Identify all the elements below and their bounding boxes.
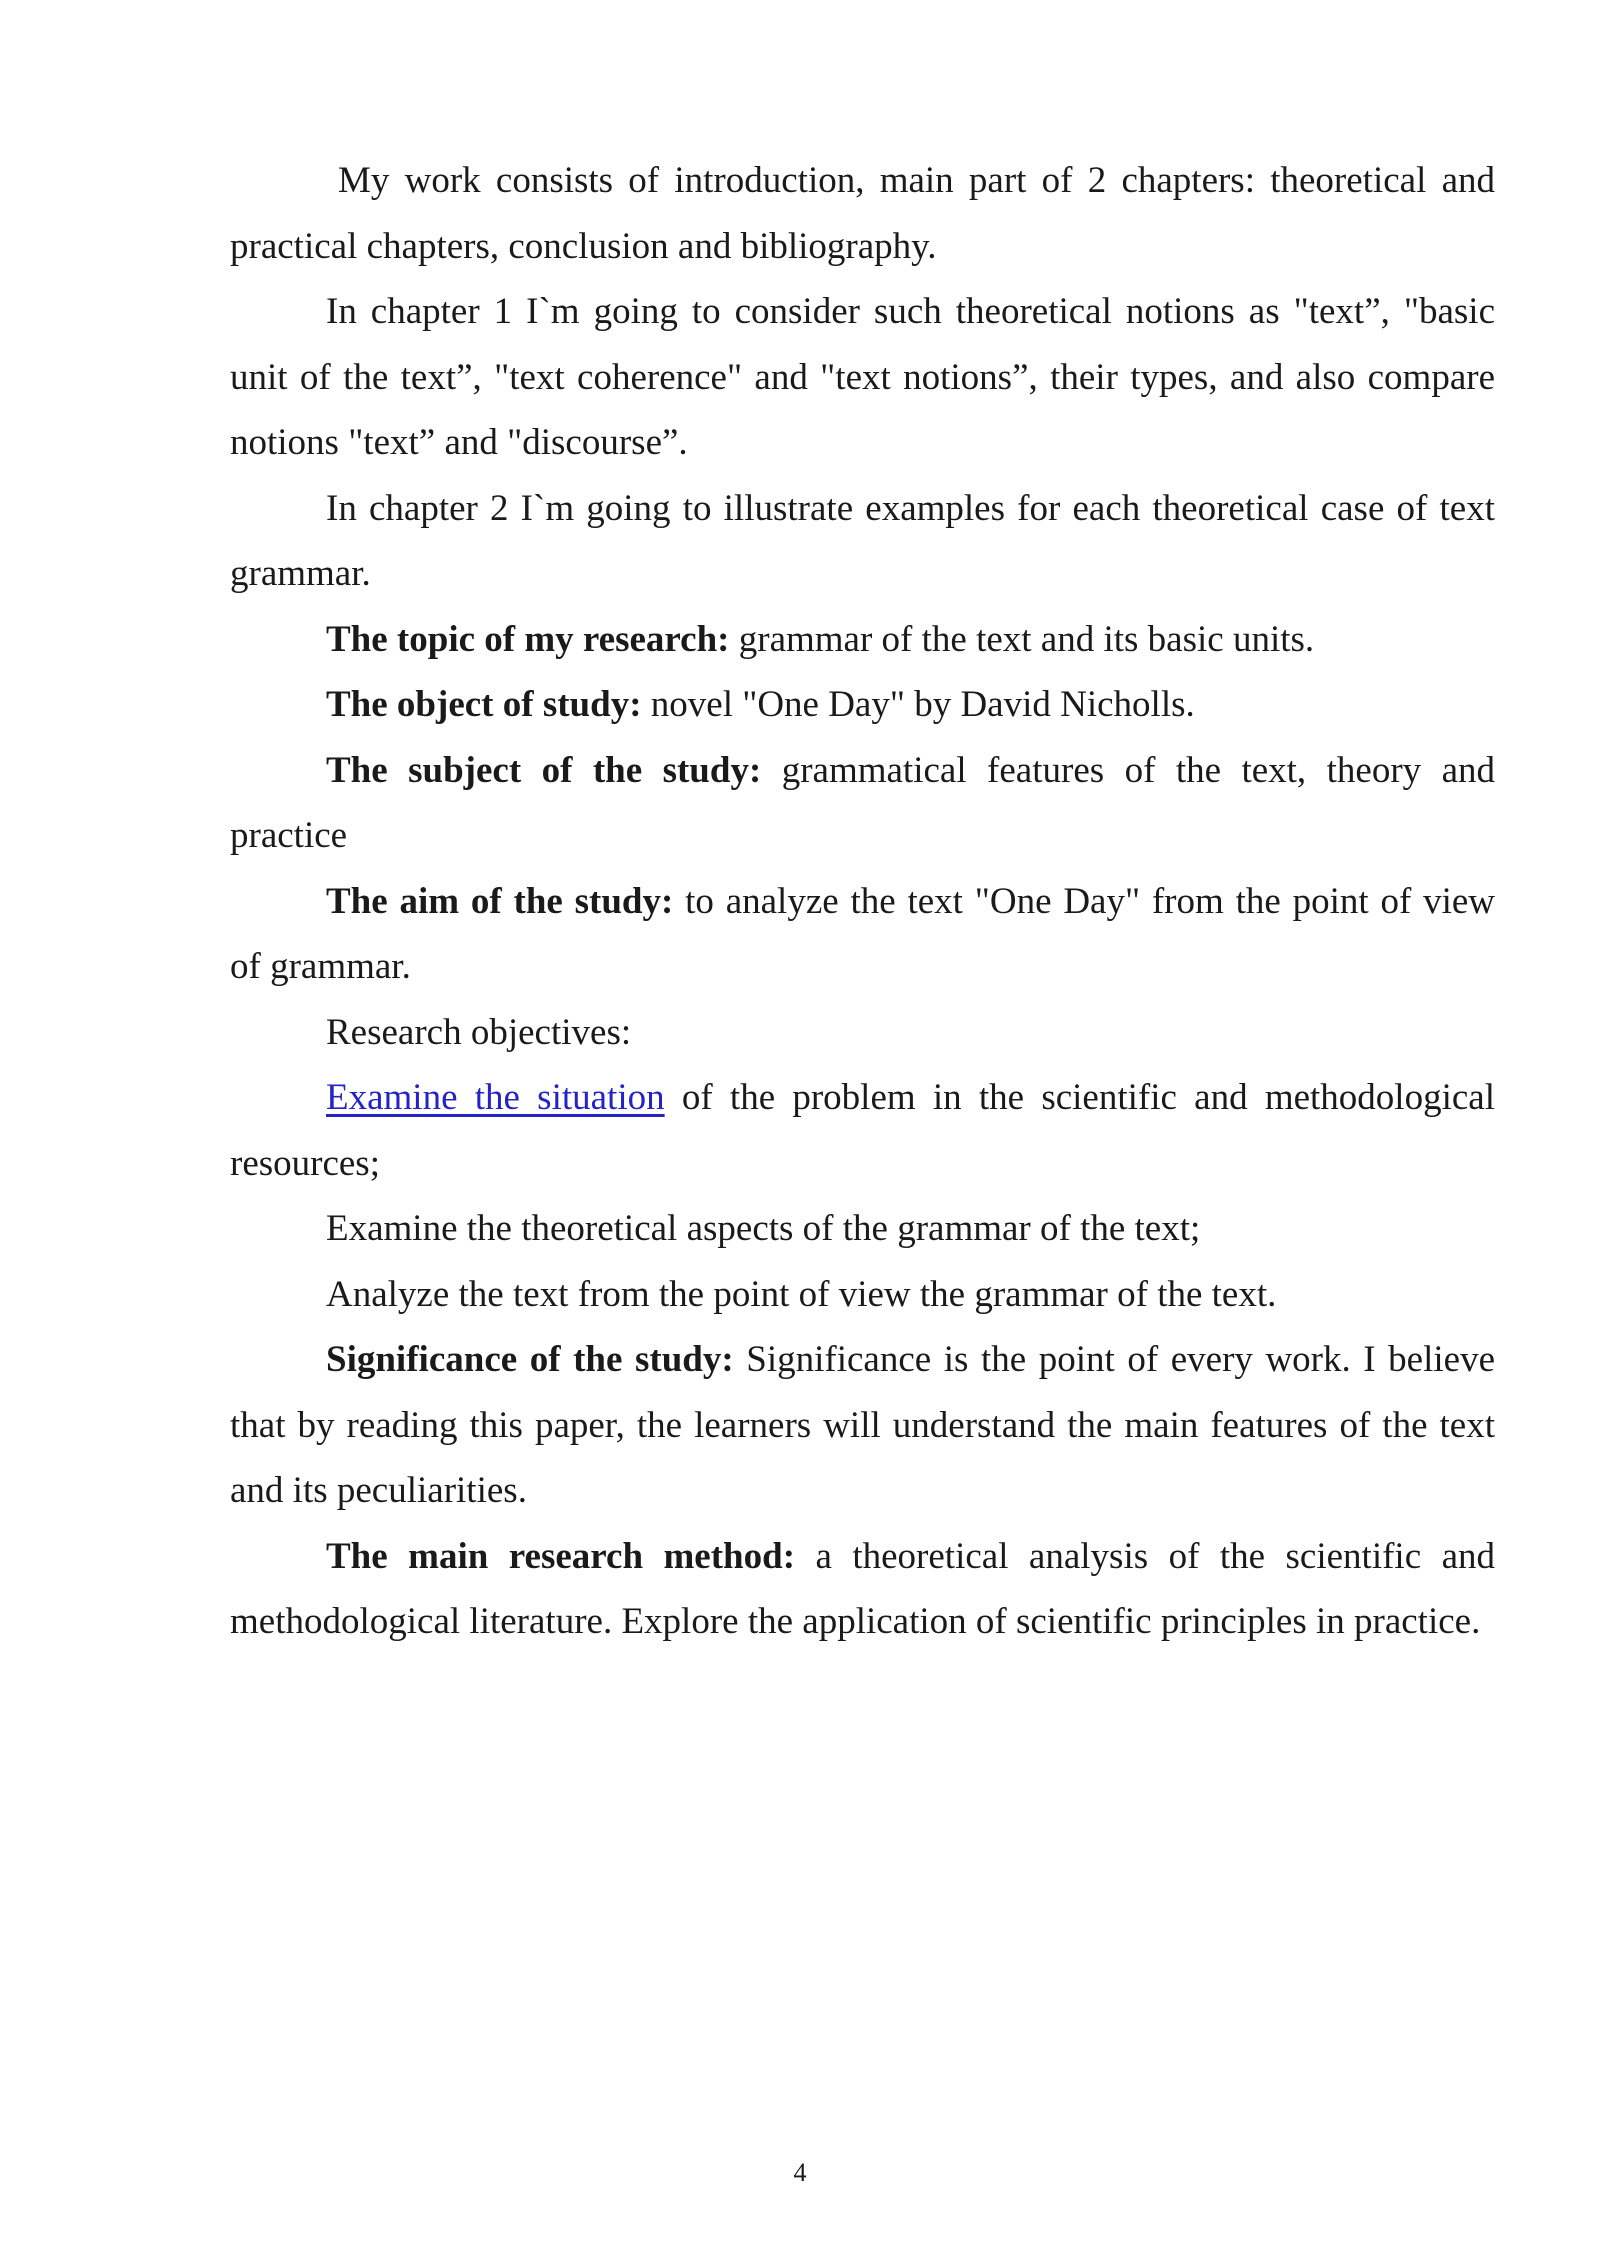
objective-1-text: of the problem in the scientific and methodological resources;	[230, 1077, 1495, 1184]
paragraph-structure: My work consists of introduction, main part of 2 chapters: theoretical and practical chapters, conclusion and bibliography.	[230, 160, 1495, 267]
method-label: The main research method:	[326, 1535, 796, 1577]
document-body	[230, 148, 1495, 1655]
significance-label: Significance of the study:	[326, 1339, 734, 1380]
paragraph-chapter-1: In chapter 1 I`m going to consider such theoretical notions as "text”, "basic unit of the text”, "text coherence" and "text notions”, their types, and also compare notions "text” and "discourse”.	[230, 291, 1495, 463]
topic-label: The topic of my research:	[326, 618, 730, 660]
significance-text: Significance is the point of every work. I believe that by reading this paper, the learners will understand the main features of the text and its peculiarities.	[230, 1339, 1496, 1511]
method-text: a theoretical analysis of the scientific and methodological literature. Explore the application of scientific principles in practice.	[230, 1535, 1495, 1642]
paragraph-topic	[230, 607, 1495, 673]
object-text: novel "One Day" by David Nicholls.	[641, 684, 1195, 725]
page-number: 4	[793, 2158, 807, 2187]
object-label: The object of study:	[326, 684, 642, 725]
aim-text: to analyze the text "One Day" from the point of view of grammar.	[230, 880, 1495, 987]
paragraph-method	[230, 1524, 1495, 1655]
subject-label: The subject of the study:	[326, 749, 762, 791]
paragraph-objective-1	[230, 1065, 1495, 1196]
paragraph-objective-3: Analyze the text from the point of view the grammar of the text.	[326, 1273, 1277, 1315]
examine-situation-link[interactable]: Examine the situation	[326, 1077, 665, 1118]
paragraph-objective-2: Examine the theoretical aspects of the grammar of the text;	[326, 1208, 1201, 1249]
paragraph-aim	[230, 869, 1495, 1000]
paragraph-object	[230, 672, 1495, 738]
paragraph-chapter-2: In chapter 2 I`m going to illustrate examples for each theoretical case of text grammar.	[230, 487, 1495, 594]
paragraph-subject	[230, 738, 1495, 869]
subject-text: grammatical features of the text, theory and practice	[230, 749, 1495, 856]
objectives-heading: Research objectives:	[326, 1011, 632, 1053]
aim-label: The aim of the study:	[326, 880, 674, 922]
topic-text: grammar of the text and its basic units.	[729, 618, 1315, 660]
paragraph-significance	[230, 1327, 1495, 1524]
